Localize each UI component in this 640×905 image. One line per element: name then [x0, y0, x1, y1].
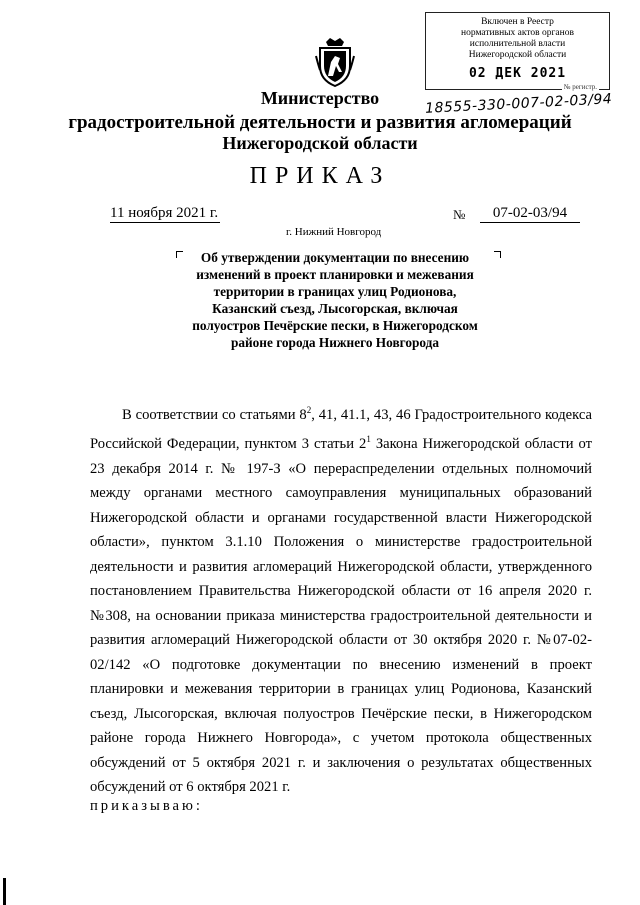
coat-of-arms-icon — [314, 36, 356, 88]
order-date: 11 ноября 2021 г. — [110, 205, 219, 221]
stamp-line-1: Включен в Реестр — [481, 17, 554, 27]
preamble-sup-1: 2 — [306, 405, 312, 415]
order-word: приказываю: — [90, 798, 203, 814]
number-sign: № — [453, 207, 466, 222]
city-label: г. Нижний Новгород — [286, 226, 382, 238]
preamble-part-2: , 41, 41.1, 43, 46 Градостроительного кодекса Российской Федерации, пунктом 3 статьи 2 — [90, 406, 592, 453]
preamble-part-3: Закона Нижегородской области от 23 декабря 2014 г. № 197-З «О перераспределении отдельных полномочий между органами местного самоуправления муниципальных образований Нижегородской области и органами государственной власти Нижегородской области», пунктом 3.1.10 Положения о министерстве градостроительной деятельности и развития агломераций Нижегородской области, утвержденного постановлением Правительства Нижегородской области от 16 апреля 2020 г. №308, на основании приказа министерства градостроительной деятельности и развития агломераций Нижегородской области от 30 октября 2020 г. №07-02-02/142 «О подготовке документации по внесению изменений в проект планировки и межевания территории в границах улиц Родионова, Казанский съезд, Лысогорская, включая полуостров Печёрские пески, в Нижегородском районе города Нижнего Новгорода», с учетом протокола общественных обсуждений от 5 октября 2021 г. и заключения о результатах общественных обсуждений от 6 октября 2021 г. — [90, 436, 592, 796]
handwritten-registration-number: 18555-330-007-02-03/94 — [424, 91, 613, 117]
preamble-part-1: В соответствии со статьями 8 — [122, 406, 307, 423]
stamp-date: 02 ДЕК 2021 — [468, 66, 567, 81]
order-subject: Об утверждении документации по внесению изменений в проект планировки и межевания территории в границах улиц Родионова, Казанский съезд, Лысогорская, включая полуостров Печёрские пески, в Нижегородском районе города Нижнего Новгорода — [192, 250, 478, 350]
preamble-sup-2: 1 — [366, 434, 371, 445]
stamp-line-3: исполнительной власти — [469, 39, 566, 49]
ministry-name-line-2: градостроительной деятельности и развития агломераций — [68, 112, 572, 133]
document-title: ПРИКАЗ — [249, 163, 391, 189]
ministry-name-line-1: Министерство — [260, 88, 380, 108]
subject-corner-right — [494, 251, 501, 258]
order-number: 07-02-03/94 — [480, 205, 580, 223]
stamp-reg-label: № регистр. — [563, 83, 597, 91]
ministry-name-line-3: Нижегородской области — [222, 133, 418, 153]
stamp-line-4: Нижегородской области — [468, 50, 567, 60]
scan-margin-mark — [3, 878, 6, 905]
preamble-paragraph — [90, 398, 592, 800]
stamp-line-2: нормативных актов органов — [461, 28, 574, 38]
registry-stamp — [425, 12, 610, 90]
